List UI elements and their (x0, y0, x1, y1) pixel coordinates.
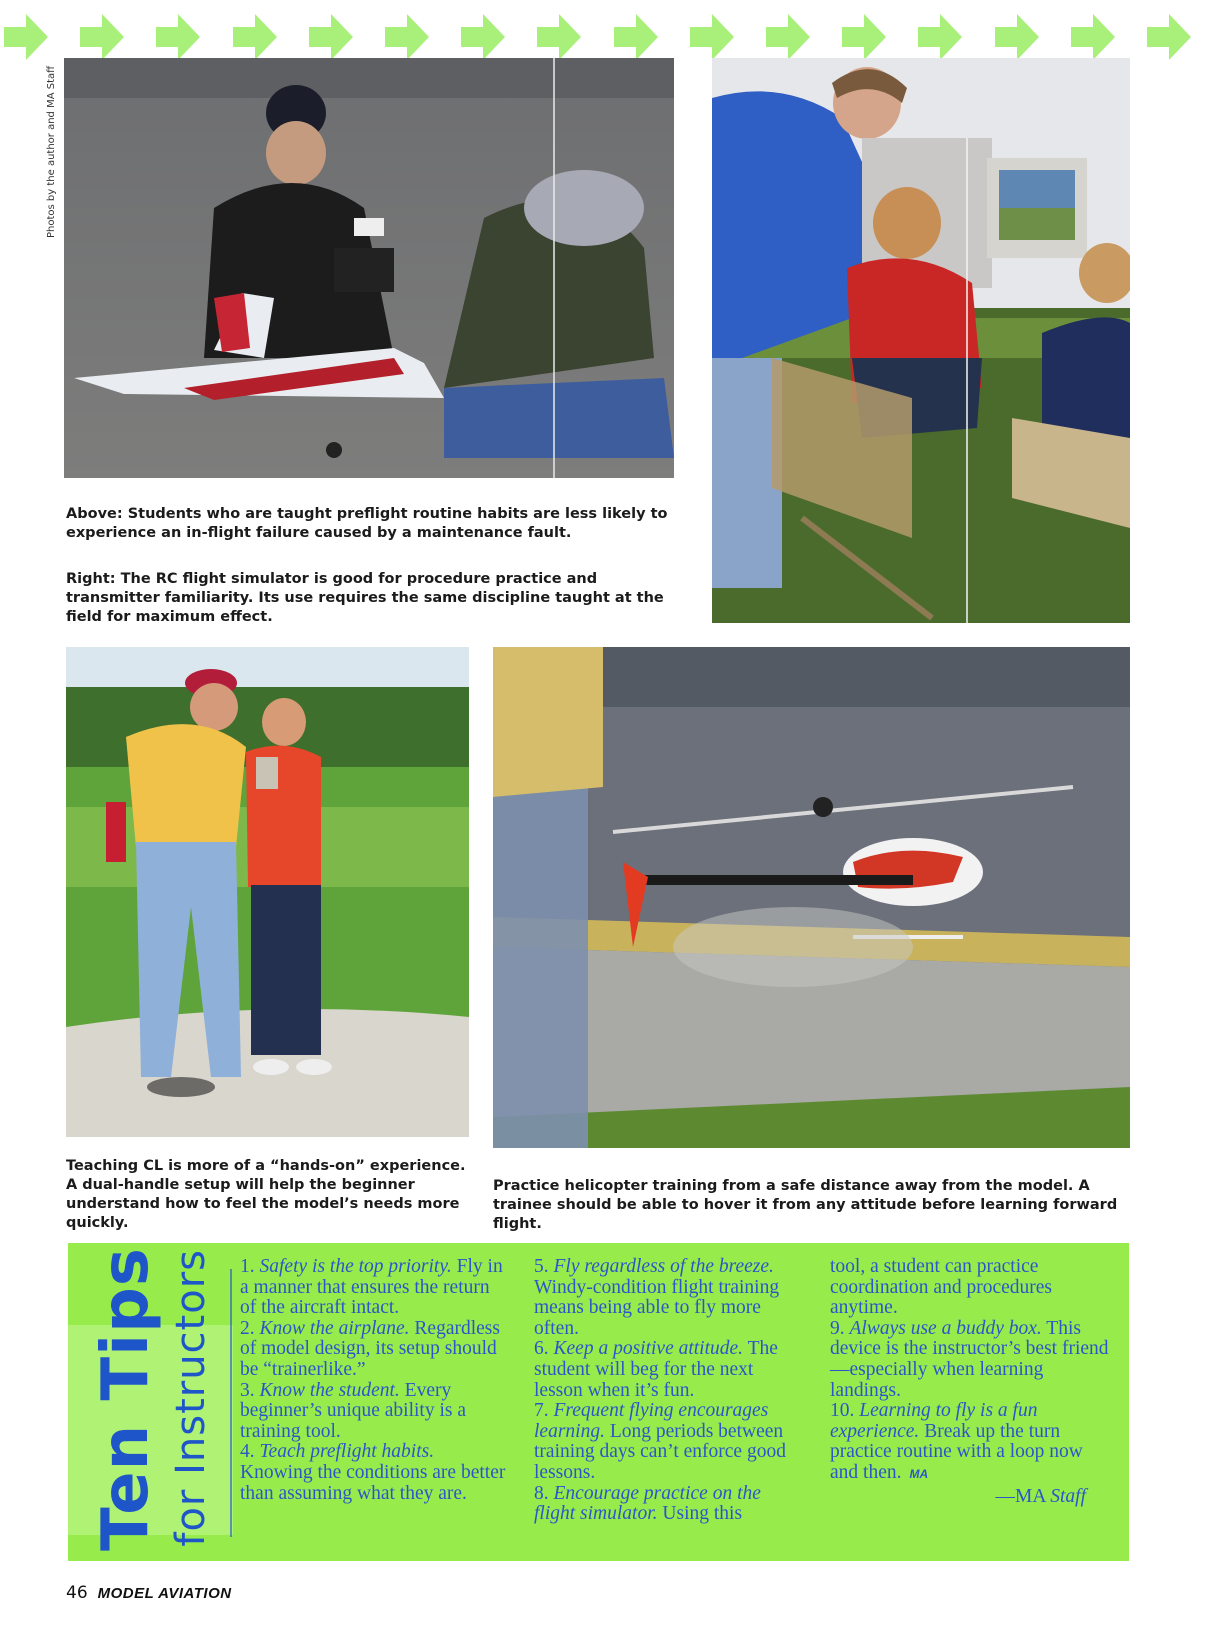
tip-lead: Fly regardless of the breeze. (553, 1256, 774, 1277)
tip-lead: Know the student. (259, 1379, 400, 1401)
photo-credit: Photos by the author and MA Staff (46, 65, 57, 238)
tip-item (830, 1401, 1112, 1484)
tips-column-1 (240, 1257, 510, 1504)
signature-italic: Staff (1050, 1485, 1086, 1507)
simulator-photo (712, 58, 1130, 623)
tip-lead: Teach preflight habits. (259, 1441, 435, 1463)
tip-number: 2. (240, 1317, 260, 1339)
tip-item (240, 1319, 510, 1381)
tip-item (240, 1257, 510, 1319)
decorative-arrow-icon (537, 14, 581, 60)
decorative-arrow-icon (995, 14, 1039, 60)
tips-title: Ten Tips (89, 1247, 163, 1551)
tip-item (534, 1484, 804, 1525)
tip-number: 8. (534, 1482, 554, 1504)
tip-item (830, 1319, 1112, 1401)
tip-item (534, 1257, 804, 1339)
tip-item (534, 1339, 804, 1401)
helicopter-photo (493, 647, 1130, 1148)
page-number: 46 (66, 1583, 88, 1603)
decorative-arrow-icon (690, 14, 734, 60)
decorative-arrow-band (0, 14, 1207, 60)
tips-col3-items (830, 1319, 1112, 1485)
tip-text: Every beginner’s unique ability is a training tool. (240, 1379, 467, 1442)
tip-text: Knowing the conditions are better than assuming what they are. (240, 1461, 506, 1504)
tip-lead: Safety is the top priority. (259, 1256, 452, 1277)
decorative-arrow-icon (842, 14, 886, 60)
end-mark: MA (909, 1466, 929, 1481)
tip-number: 9. (830, 1317, 850, 1339)
decorative-arrow-icon (1147, 14, 1191, 60)
tip-text: Break up the turn practice routine with a loop now and then. (830, 1420, 1083, 1483)
tip-text: Regardless of model design, its setup should be “trainerlike.” (240, 1317, 500, 1380)
caption-simulator: Right: The RC flight simulator is good for procedure practice and transmitter familiarity. Its use requires the same discipline taught at the field for maximum effect. (66, 571, 664, 625)
tip-number: 6. (534, 1338, 554, 1360)
tips-signature (830, 1487, 1112, 1508)
tip-text: The student will beg for the next lesson when it’s fun. (534, 1338, 778, 1401)
tip-lead: Frequent flying encourages learning. (534, 1400, 769, 1442)
decorative-arrow-icon (309, 14, 353, 60)
decorative-arrow-icon (614, 14, 658, 60)
tip-text: Using this (657, 1503, 743, 1525)
ten-tips-box (68, 1243, 1129, 1561)
decorative-arrow-icon (80, 14, 124, 60)
tips-column-2 (534, 1257, 804, 1525)
tip-text: Windy-condition flight training means being able to fly more often. (534, 1276, 780, 1339)
tip-lead: Know the airplane. (259, 1317, 410, 1339)
tip-lead: Always use a buddy box. (849, 1317, 1042, 1339)
tip-number: 3. (240, 1379, 260, 1401)
decorative-arrow-icon (385, 14, 429, 60)
tip-number: 7. (534, 1400, 554, 1422)
tip-text: This device is the instructor’s best friend—especially when learning landings. (830, 1317, 1109, 1401)
tip-item (240, 1442, 510, 1504)
tip-item (240, 1381, 510, 1443)
tips-column-3 (830, 1257, 1112, 1507)
caption-preflight: Above: Students who are taught preflight routine habits are less likely to experience an in-flight failure caused by a maintenance fault. (66, 506, 668, 541)
control-line-photo (66, 647, 469, 1137)
tip-number: 1. (240, 1256, 260, 1277)
tip-text: Long periods between training days can’t enforce good lessons. (534, 1420, 786, 1483)
tip-item (534, 1401, 804, 1483)
magazine-name: MODEL AVIATION (97, 1585, 232, 1602)
caption-helicopter: Practice helicopter training from a safe distance away from the model. A trainee should be able to hover it from any attitude before learning forward flight. (493, 1178, 1118, 1232)
decorative-arrow-icon (156, 14, 200, 60)
tip-lead: Keep a positive attitude. (553, 1338, 744, 1360)
decorative-arrow-icon (233, 14, 277, 60)
tips-col3-continuation: tool, a student can practice coordination and procedures anytime. (830, 1256, 1053, 1319)
decorative-arrow-icon (766, 14, 810, 60)
decorative-arrow-icon (4, 14, 48, 60)
decorative-arrow-icon (918, 14, 962, 60)
tip-number: 5. (534, 1256, 554, 1277)
tips-divider (230, 1269, 232, 1537)
tip-lead: Learning to fly is a fun experience. (830, 1400, 1038, 1442)
tip-number: 4. (240, 1441, 260, 1463)
tips-subtitle: for Instructors (168, 1249, 214, 1547)
caption-control-line: Teaching CL is more of a “hands-on” experience. A dual-handle setup will help the beginner understand how to feel the model’s needs more quickly. (66, 1158, 466, 1231)
tips-title-block (89, 1247, 240, 1551)
decorative-arrow-icon (1071, 14, 1115, 60)
decorative-arrow-icon (461, 14, 505, 60)
signature-prefix: —MA (995, 1485, 1051, 1507)
tip-number: 10. (830, 1400, 860, 1422)
page-footer (66, 1583, 232, 1603)
tip-text: Fly in a manner that ensures the return of the aircraft intact. (240, 1256, 503, 1319)
tip-lead: Encourage practice on the flight simulator. (534, 1482, 761, 1525)
preflight-photo (64, 58, 674, 478)
